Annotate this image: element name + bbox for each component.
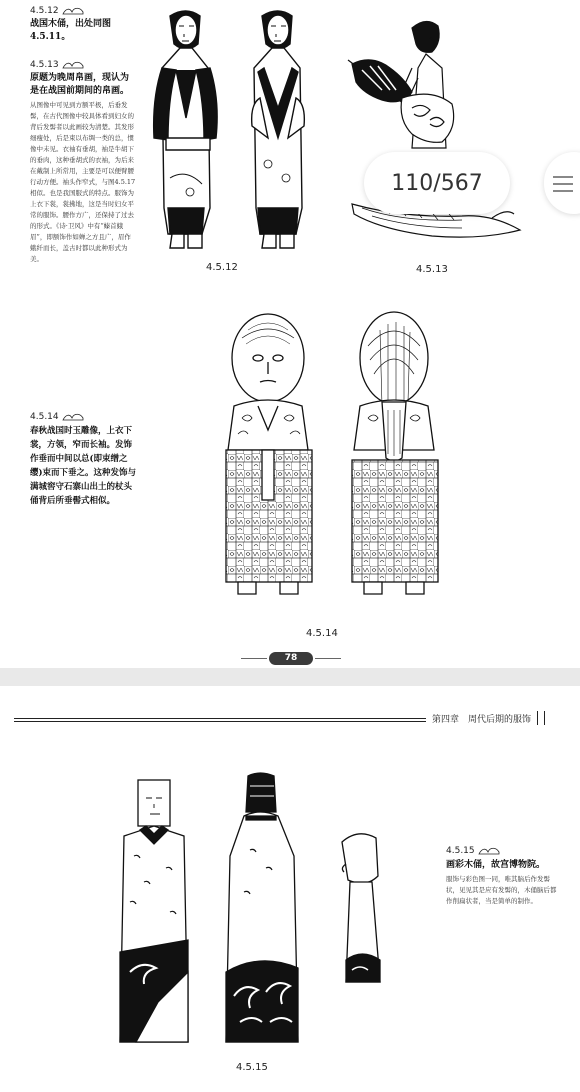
entry-4-5-12 <box>30 6 138 44</box>
figure-caption-4-5-14: 4.5.14 <box>306 628 338 639</box>
menu-button[interactable] <box>544 152 580 214</box>
menu-icon <box>553 176 573 178</box>
entry-4-5-13 <box>30 60 136 265</box>
header-rule <box>14 718 426 719</box>
entry-body: 服饰与彩色图一同，唯其脑后作发髻状，见见其是应有发髻的，木俑脑后都作削扁状者，当是简单的制作。 <box>446 875 557 905</box>
entry-title: 战国木俑，出处同图4.5.11。 <box>30 19 112 42</box>
entry-title: 原题为晚周帛画，现认为是在战国前期间的帛画。 <box>30 73 130 96</box>
entry-title: 春秋战国时玉雕像，上衣下裳，方领，窄而长袖。发饰作垂而中间以总(即束缯之缨)束而下垂之。这种发饰与满城窖守石寨山出土的杖头俑背后所垂髻式相似。 <box>30 426 137 506</box>
cloud-ornament-icon <box>478 846 500 856</box>
page-number-badge: 78 <box>269 652 313 665</box>
figure-4-5-15-illustration <box>110 772 410 1062</box>
page-counter-text: 110/567 <box>391 170 483 196</box>
header-ornament-icon <box>537 711 545 725</box>
figure-4-5-12-illustration <box>146 8 316 258</box>
figure-caption-4-5-12: 4.5.12 <box>206 262 238 273</box>
figure-4-5-13-illustration <box>342 8 522 253</box>
entry-title: 画彩木俑，故宫博物院。 <box>446 860 546 870</box>
entry-number: 4.5.15 <box>446 846 475 856</box>
book-page-79 <box>0 686 580 1092</box>
entry-body: 从图像中可见到方额平极，后垂发髻，在古代图像中较具体看到妇女的背后发髻者以此画较为清楚。其发形细瘦处，后是束以布绸一类的总，惯像中未见。衣袖有垂胡，袖是牛胡下的垂肉，这种垂胡式的衣袖，为后来在戴制上所常用，主要是可以便臂腰行动方便。袖头作窄式，与图4.5.17相似。也是我国服式的特点。服饰为上衣下裳，裳拂地，这是当时妇女平常的服饰。腰作方广，还保持了过去的形式。《诗·卫风》中有“螓首蛾眉”，即额饰作如蝉之方且广，眉作蛾纤而长，盖古时都以此种形式为美。 <box>30 101 136 263</box>
page-counter-pill[interactable] <box>364 152 510 214</box>
figure-caption-4-5-13: 4.5.13 <box>416 264 448 275</box>
chapter-heading: 第四章 周代后期的服饰 <box>432 711 545 725</box>
entry-number: 4.5.13 <box>30 60 59 70</box>
entry-number: 4.5.14 <box>30 412 59 422</box>
cloud-ornament-icon <box>62 412 84 422</box>
entry-4-5-15 <box>446 846 558 907</box>
cloud-ornament-icon <box>62 6 84 16</box>
entry-number: 4.5.12 <box>30 6 59 16</box>
figure-caption-4-5-15: 4.5.15 <box>236 1062 268 1073</box>
cloud-ornament-icon <box>62 60 84 70</box>
entry-4-5-14 <box>30 412 138 508</box>
figure-4-5-14-illustration <box>212 310 452 610</box>
page-separator <box>0 668 580 686</box>
